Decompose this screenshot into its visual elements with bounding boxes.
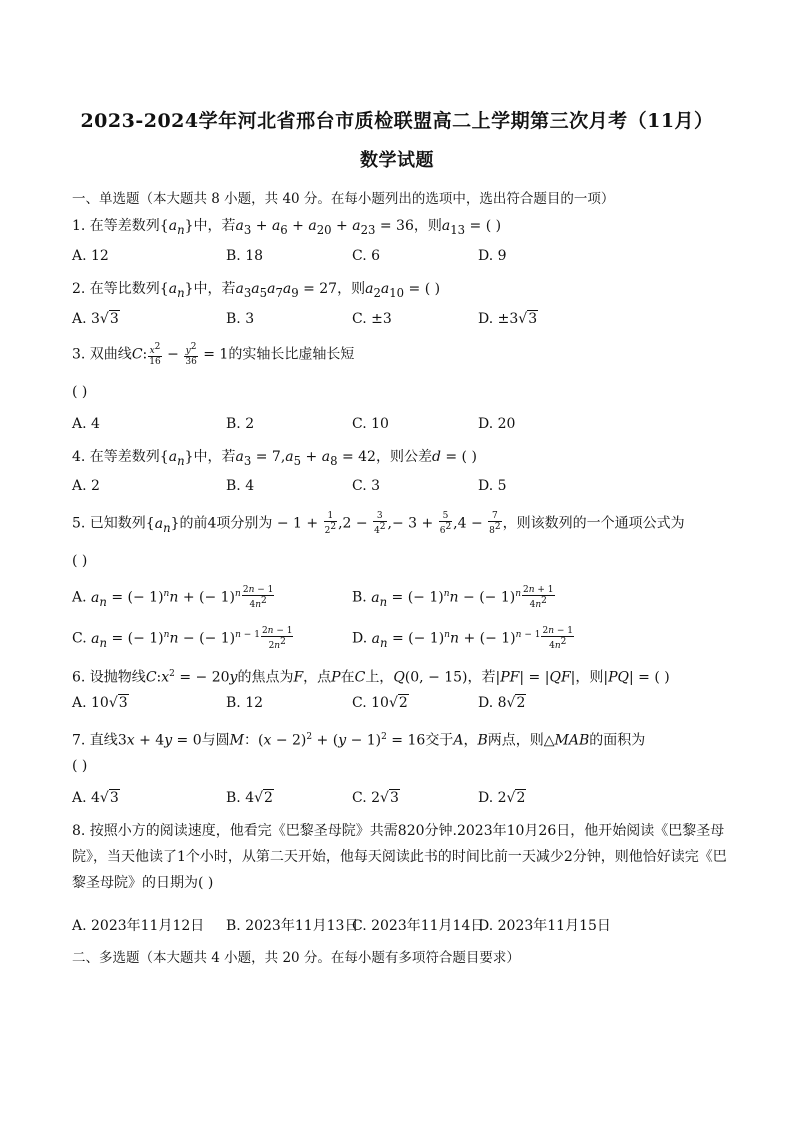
- q7-paren: ( ): [72, 758, 88, 774]
- question-6: 6. 设抛物线$C:x^2$ = − 20y的焦点为F，点P在C上，Q(0, − 15)，若|PF| = |QF|，则|PQ| = ( ): [72, 669, 670, 686]
- q4-option-a: A. 2: [72, 478, 100, 494]
- q6-option-d: D. 8√2: [478, 695, 526, 711]
- q7-option-c: C. 2√3: [352, 790, 399, 806]
- q6-option-c: C. 10√2: [352, 695, 408, 711]
- q8-option-a: A. 2023年11月12日: [72, 918, 205, 934]
- question-1: 1. 在等差数列$\{a_n\}$中，若$a_3 + a_6 + a_{20} + a_{23} = 36$，则$a_{13}$ = ( ): [72, 218, 502, 237]
- q4-option-d: D. 5: [478, 478, 507, 494]
- q3-option-c: C. 10: [352, 416, 389, 432]
- q2-option-d: D. ±3√3: [478, 311, 538, 327]
- question-2: 2. 在等比数列$\{a_n\}$中，若$a_3a_5a_7a_9 = 27$，则$a_2a_{10}$ = ( ): [72, 281, 441, 300]
- q8-option-d: D. 2023年11月15日: [478, 918, 611, 934]
- question-5: 5. 已知数列$\{a_n\}$的前4项分别为 − 1 + $\frac{1}{2^2}$ ,2 − $\frac{3}{4^2}$ ,− 3 + $\frac{5}{6^2}$ ,4 − $\frac{7}{8^2}$ ，则该数列的一个通项公式为: [72, 511, 685, 536]
- section-header-single-choice: 一、单选题（本大题共 8 小题，共 40 分。在每小题列出的选项中，选出符合题目的一项）: [72, 191, 615, 207]
- q1-option-b: B. 18: [226, 248, 264, 264]
- page-title: 2023-2024学年河北省邢台市质检联盟高二上学期第三次月考（11月）: [80, 110, 714, 132]
- q3-option-b: B. 2: [226, 416, 255, 432]
- q4-option-b: B. 4: [226, 478, 255, 494]
- q2-option-b: B. 3: [226, 311, 255, 327]
- q7-option-b: B. 4√2: [226, 790, 273, 806]
- q5-option-a: A. $a_n$ = (− 1)$^n$n + (− 1)$^n$ $\frac{2n - 1}{4n^2}$: [72, 585, 274, 610]
- section-header-multiple-choice: 二、多选题（本大题共 4 小题，共 20 分。在每小题有多项符合题目要求）: [72, 950, 520, 966]
- q8-option-c: C. 2023年11月14日: [352, 918, 485, 934]
- q3-option-a: A. 4: [72, 416, 100, 432]
- q1-option-a: A. 12: [72, 248, 109, 264]
- q2-option-a: A. 3√3: [72, 311, 119, 327]
- q5-paren: ( ): [72, 553, 88, 569]
- page-subtitle: 数学试题: [360, 150, 434, 171]
- q4-option-c: C. 3: [352, 478, 381, 494]
- q5-option-b: B. $a_n$ = (− 1)$^n$n − (− 1)$^n$ $\frac{2n + 1}{4n^2}$: [352, 585, 554, 610]
- q1-option-d: D. 9: [478, 248, 507, 264]
- q5-option-d: D. $a_n$ = (− 1)$^n$n + (− 1)$^{n - 1}$ $\frac{2n - 1}{4n^2}$: [352, 626, 573, 651]
- q5-option-c: C. $a_n$ = (− 1)$^n$n − (− 1)$^{n - 1}$ $\frac{2n - 1}{2n^2}$: [72, 626, 293, 651]
- q3-option-d: D. 20: [478, 416, 516, 432]
- q3-paren: ( ): [72, 384, 88, 400]
- question-7: 7. 直线3x + 4y = 0与圆M：$(x - 2)^2 + (y - 1)^2 = 16$交于A，B两点，则△MAB的面积为: [72, 732, 646, 749]
- q2-option-c: C. ±3: [352, 311, 392, 327]
- question-3: 3. 双曲线C: $\frac{x^2}{16}$ − $\frac{y^2}{36}$ = 1的实轴长比虚轴长短: [72, 342, 355, 367]
- q8-option-b: B. 2023年11月13日: [226, 918, 359, 934]
- q6-option-b: B. 12: [226, 695, 264, 711]
- q1-option-c: C. 6: [352, 248, 381, 264]
- question-4: 4. 在等差数列$\{a_n\}$中，若$a_3 = 7,a_5 + a_8 = 42$，则公差d = ( ): [72, 449, 477, 468]
- q7-option-d: D. 2√2: [478, 790, 526, 806]
- q7-option-a: A. 4√3: [72, 790, 119, 806]
- q6-option-a: A. 10√3: [72, 695, 128, 711]
- question-8: 8. 按照小方的阅读速度，他看完《巴黎圣母院》共需820分钟.2023年10月26日，他开始阅读《巴黎圣母院》，当天他读了1个小时，从第二天开始，他每天阅读此书的时间比前一天减少2分钟，则他恰好读完《巴黎圣母院》的日期为( ): [72, 823, 727, 891]
